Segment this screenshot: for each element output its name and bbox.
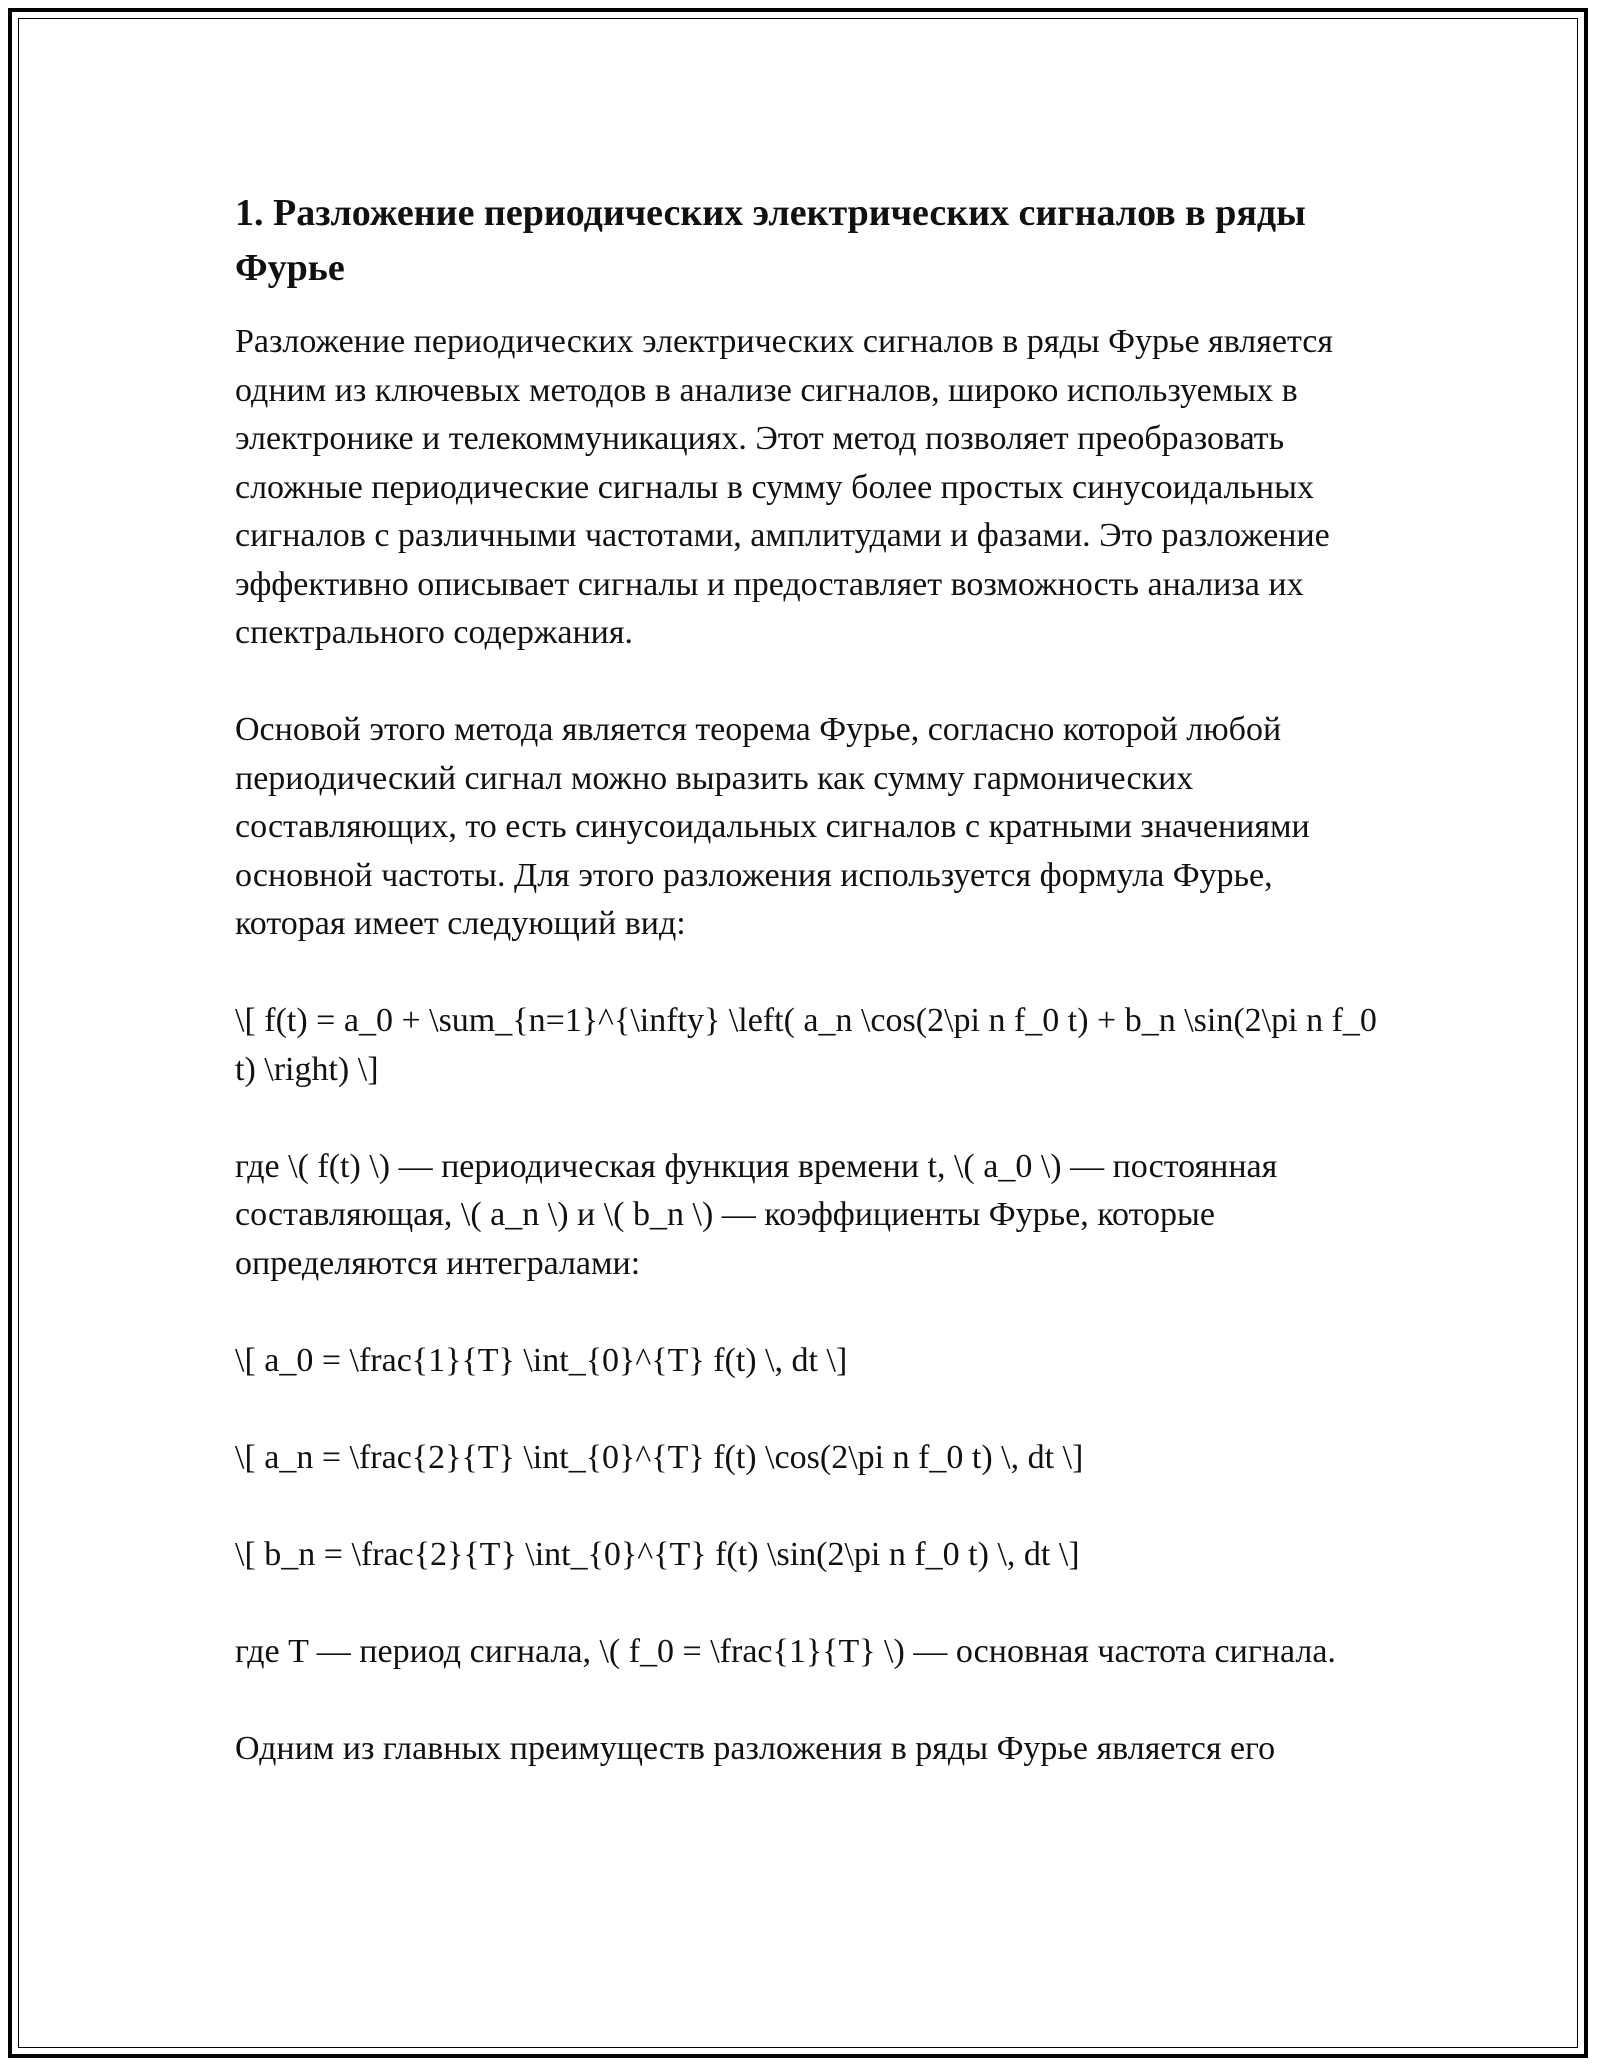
paragraph-advantages: Одним из главных преимуществ разложения в ряды Фурье является его xyxy=(235,1729,1276,1767)
formula-an: \[ a_n = \frac{2}{T} \int_{0}^{T} f(t) \cos(2\pi n f_0 t) \, dt \] xyxy=(235,1438,1084,1476)
section-heading: 1. Разложение периодических электрических сигналов в ряды Фурье xyxy=(235,192,1306,289)
paragraph-fourier-theorem: Основой этого метода является теорема Фурье, согласно которой любой периодический сигнал можно выразить как сумму гармонических составляющих, то есть синусоидальных сигналов с кратными значениями основной частоты. Для этого разложения используется формула Фурье, которая имеет следующий вид: xyxy=(235,711,1310,942)
formula-a0: \[ a_0 = \frac{1}{T} \int_{0}^{T} f(t) \, dt \] xyxy=(235,1341,848,1379)
paragraph-intro: Разложение периодических электрических сигналов в ряды Фурье является одним из ключевых методов в анализе сигналов, широко используемых в электронике и телекоммуникациях. Этот метод позволяет преобразовать сложные периодические сигналы в сумму более простых синусоидальных сигналов с различными частотами, амплитудами и фазами. Это разложение эффективно описывает сигналы и предоставляет возможность анализа их спектрального содержания. xyxy=(235,323,1333,651)
formula-fourier-series: \[ f(t) = a_0 + \sum_{n=1}^{\infty} \left( a_n \cos(2\pi n f_0 t) + b_n \sin(2\pi n f_0 t) \right) \] xyxy=(235,1002,1377,1088)
paragraph-coefficients: где \( f(t) \) — периодическая функция времени t, \( a_0 \) — постоянная составляющая, \( a_n \) и \( b_n \) — коэффициенты Фурье, которые определяются интегралами: xyxy=(235,1147,1278,1282)
paragraph-period: где T — период сигнала, \( f_0 = \frac{1}{T} \) — основная частота сигнала. xyxy=(235,1632,1336,1670)
document-body xyxy=(235,186,1385,1773)
formula-bn: \[ b_n = \frac{2}{T} \int_{0}^{T} f(t) \sin(2\pi n f_0 t) \, dt \] xyxy=(235,1535,1080,1573)
